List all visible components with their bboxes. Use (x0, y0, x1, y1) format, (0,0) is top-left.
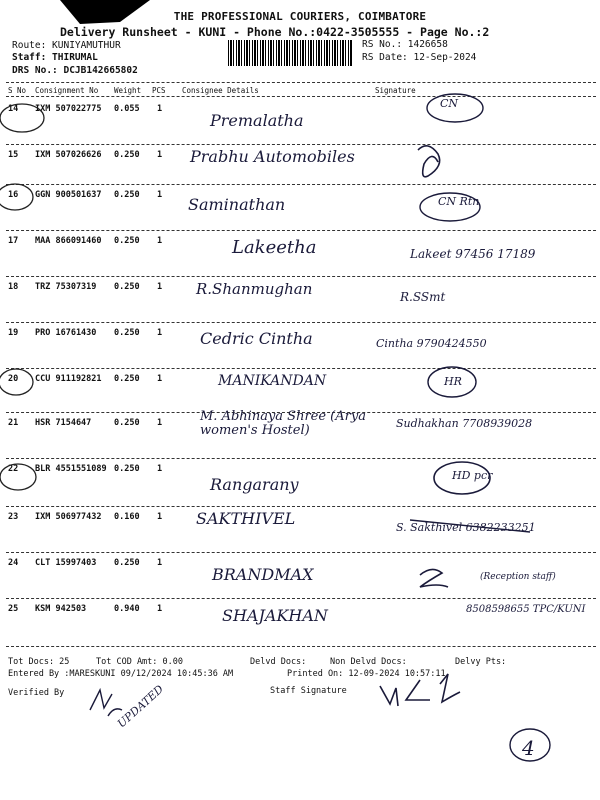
row-sno: 23 (8, 512, 19, 522)
row-pcs: 1 (157, 512, 163, 522)
col-weight: Weight (114, 86, 142, 95)
row-divider (6, 458, 596, 459)
row-pcs: 1 (157, 282, 163, 292)
row-divider (6, 506, 596, 507)
row-signature: Lakeet 97456 17189 (410, 247, 536, 261)
row-consignment-no: TRZ 75307319 (35, 282, 97, 292)
verified-by-label: Verified By (8, 688, 65, 698)
row-pcs: 1 (157, 464, 163, 474)
header-rule-bottom (6, 96, 596, 97)
row-divider (6, 230, 596, 231)
row-signature: Cintha 9790424550 (376, 337, 487, 350)
row-divider (6, 552, 596, 553)
row-divider (6, 646, 596, 647)
row-sno: 18 (8, 282, 19, 292)
row-weight: 0.250 (114, 282, 140, 292)
route-label: Route: KUNIYAMUTHUR (12, 40, 121, 51)
row-pcs: 1 (157, 150, 163, 160)
row-consignment-no: IXM 507022775 (35, 104, 102, 114)
row-sno: 24 (8, 558, 19, 568)
row-sno: 19 (8, 328, 19, 338)
entered-by: Entered By :MARESKUNI 09/12/2024 10:45:36 AM (8, 669, 234, 679)
row-weight: 0.250 (114, 150, 140, 160)
row-signature: CN Rtn (438, 195, 480, 208)
row-weight: 0.250 (114, 558, 140, 568)
row-pcs: 1 (157, 328, 163, 338)
row-consignee: Premalatha (210, 111, 304, 130)
col-consignment: Consignment No (35, 86, 99, 95)
row-sno: 21 (8, 418, 19, 428)
row-consignment-no: GGN 900501637 (35, 190, 102, 200)
row-weight: 0.160 (114, 512, 140, 522)
row-pcs: 1 (157, 190, 163, 200)
row-consignment-no: CCU 911192821 (35, 374, 102, 384)
row-divider (6, 276, 596, 277)
rs-number: RS No.: 1426658 (362, 39, 448, 50)
row-consignee: Prabhu Automobiles (190, 147, 355, 166)
row-pcs: 1 (157, 374, 163, 384)
scribble-row-24 (420, 569, 448, 587)
verified-handwriting: UPDATED (114, 682, 167, 731)
total-cod: Tot COD Amt: 0.00 (96, 657, 183, 667)
page-circle-number: 4 (522, 736, 535, 760)
row-sno: 15 (8, 150, 19, 160)
row-consignment-no: IXM 506977432 (35, 512, 102, 522)
row-consignee: MANIKANDAN (218, 373, 327, 389)
row-signature: Sudhakhan 7708939028 (396, 417, 533, 430)
col-sno: S No (8, 86, 27, 95)
rs-date: RS Date: 12-Sep-2024 (362, 52, 477, 63)
row-signature: R.SSmt (400, 290, 446, 304)
row-consignment-no: IXM 507026626 (35, 150, 102, 160)
row-consignment-no: HSR 7154647 (35, 418, 92, 428)
row-signature: CN (440, 97, 459, 110)
row-signature: 8508598655 TPC/KUNI (466, 604, 586, 615)
row-consignee: Cedric Cintha (200, 329, 313, 348)
row-consignment-no: CLT 15997403 (35, 558, 97, 568)
row-weight: 0.250 (114, 418, 140, 428)
col-pcs: PCS (152, 86, 166, 95)
row-sno: 17 (8, 236, 19, 246)
staff-label: Staff: THIRUMAL (12, 52, 98, 63)
row-weight: 0.250 (114, 190, 140, 200)
row-divider (6, 322, 596, 323)
row-consignment-no: MAA 866091460 (35, 236, 102, 246)
row-signature: HD pcr (452, 469, 493, 482)
row-consignment-no: KSM 942503 (35, 604, 87, 614)
row-sno: 22 (8, 464, 19, 474)
row-pcs: 1 (157, 558, 163, 568)
row-consignee: Rangarany (210, 475, 299, 494)
barcode (228, 40, 352, 66)
row-consignee: SHAJAKHAN (222, 606, 328, 625)
row-divider (6, 144, 596, 145)
row-consignment-no: BLR 4551551089 (35, 464, 107, 474)
scribble-row-15 (418, 146, 440, 177)
drs-number: DRS No.: DCJB142665802 (12, 65, 138, 76)
row-weight: 0.940 (114, 604, 140, 614)
row-consignment-no: PRO 16761430 (35, 328, 97, 338)
row-consignee: BRANDMAX (212, 565, 314, 584)
row-sno: 16 (8, 190, 19, 200)
row-divider (6, 184, 596, 185)
row-sno: 14 (8, 104, 19, 114)
row-consignee: Saminathan (188, 195, 286, 214)
row-divider (6, 368, 596, 369)
row-divider (6, 598, 596, 599)
row-weight: 0.250 (114, 464, 140, 474)
staff-signature-label: Staff Signature (270, 686, 347, 696)
printed-on: Printed On: 12-09-2024 10:57:11 (287, 669, 446, 679)
row-pcs: 1 (157, 104, 163, 114)
row-consignee: SAKTHIVEL (196, 509, 296, 528)
row-weight: 0.250 (114, 236, 140, 246)
row-pcs: 1 (157, 604, 163, 614)
row-weight: 0.250 (114, 328, 140, 338)
row-sno: 20 (8, 374, 19, 384)
row-weight: 0.250 (114, 374, 140, 384)
row-consignee: Lakeetha (232, 237, 317, 258)
runsheet-subtitle: Delivery Runsheet - KUNI - Phone No.:0422-3505555 - Page No.:2 (60, 25, 490, 39)
row-signature: S. Sakthivel 6382233251 (396, 521, 536, 534)
col-consignee: Consignee Details (182, 86, 259, 95)
row-pcs: 1 (157, 418, 163, 428)
row-consignee: M. Abhinaya Shree (Arya women's Hostel) (200, 409, 366, 439)
non-delivered-docs: Non Delvd Docs: (330, 657, 407, 667)
document-title: THE PROFESSIONAL COURIERS, COIMBATORE (173, 10, 427, 23)
total-docs: Tot Docs: 25 (8, 657, 70, 667)
row-pcs: 1 (157, 236, 163, 246)
row-signature: HR (444, 375, 462, 388)
verified-signature-ink (90, 690, 122, 716)
row-signature: (Reception staff) (480, 572, 556, 582)
col-signature: Signature (375, 86, 416, 95)
row-sno: 25 (8, 604, 19, 614)
delivered-docs: Delvd Docs: (250, 657, 307, 667)
row-consignee: R.Shanmughan (196, 280, 313, 298)
delivery-points: Delvy Pts: (455, 657, 507, 667)
header-rule-top (6, 82, 596, 83)
row-weight: 0.055 (114, 104, 140, 114)
